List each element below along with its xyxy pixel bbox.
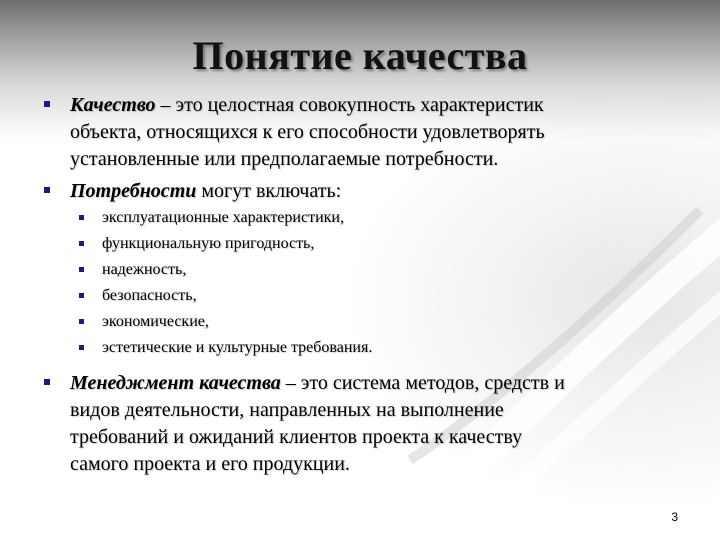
definition-line: самого проекта и его продукции.	[70, 453, 350, 475]
needs-intro	[70, 178, 690, 205]
sub-bullet-marker	[79, 215, 84, 220]
bullet-marker	[44, 187, 50, 193]
needs-item: безопасность,	[102, 287, 197, 304]
needs-item: функциональную пригодность,	[102, 235, 315, 252]
quality-management-definition	[70, 370, 690, 478]
sub-bullet-marker	[79, 267, 84, 272]
term-quality-management: Менеджмент качества	[70, 372, 281, 394]
bullet-marker	[44, 101, 50, 107]
definition-line: установленные или предполагаемые потребности.	[70, 148, 499, 170]
definition-line: видов деятельности, направленных на выполнение	[70, 399, 504, 421]
definition-line: объекта, относящихся к его способности удовлетворять	[70, 121, 545, 143]
sub-bullet-marker	[79, 293, 84, 298]
quality-definition	[70, 92, 690, 173]
needs-intro-text: могут включать:	[196, 180, 342, 202]
term-needs: Потребности	[70, 180, 197, 202]
definition-line: – это целостная совокупность характеристик	[155, 94, 544, 116]
definition-line: требований и ожиданий клиентов проекта к качеству	[70, 426, 523, 448]
bullet-marker	[44, 379, 50, 385]
sub-bullet-marker	[79, 319, 84, 324]
term-quality: Качество	[70, 94, 156, 116]
definition-line: – это система методов, средств и	[280, 372, 565, 394]
page-number: 3	[671, 510, 678, 524]
sub-bullet-marker	[79, 241, 84, 246]
needs-item: эстетические и культурные требования.	[102, 339, 373, 356]
needs-item: эксплуатационные характеристики,	[102, 209, 344, 226]
sub-bullet-marker	[79, 345, 84, 350]
slide-title: Понятие качества	[192, 33, 528, 78]
needs-item: надежность,	[102, 261, 187, 278]
needs-item: экономические,	[102, 313, 209, 330]
